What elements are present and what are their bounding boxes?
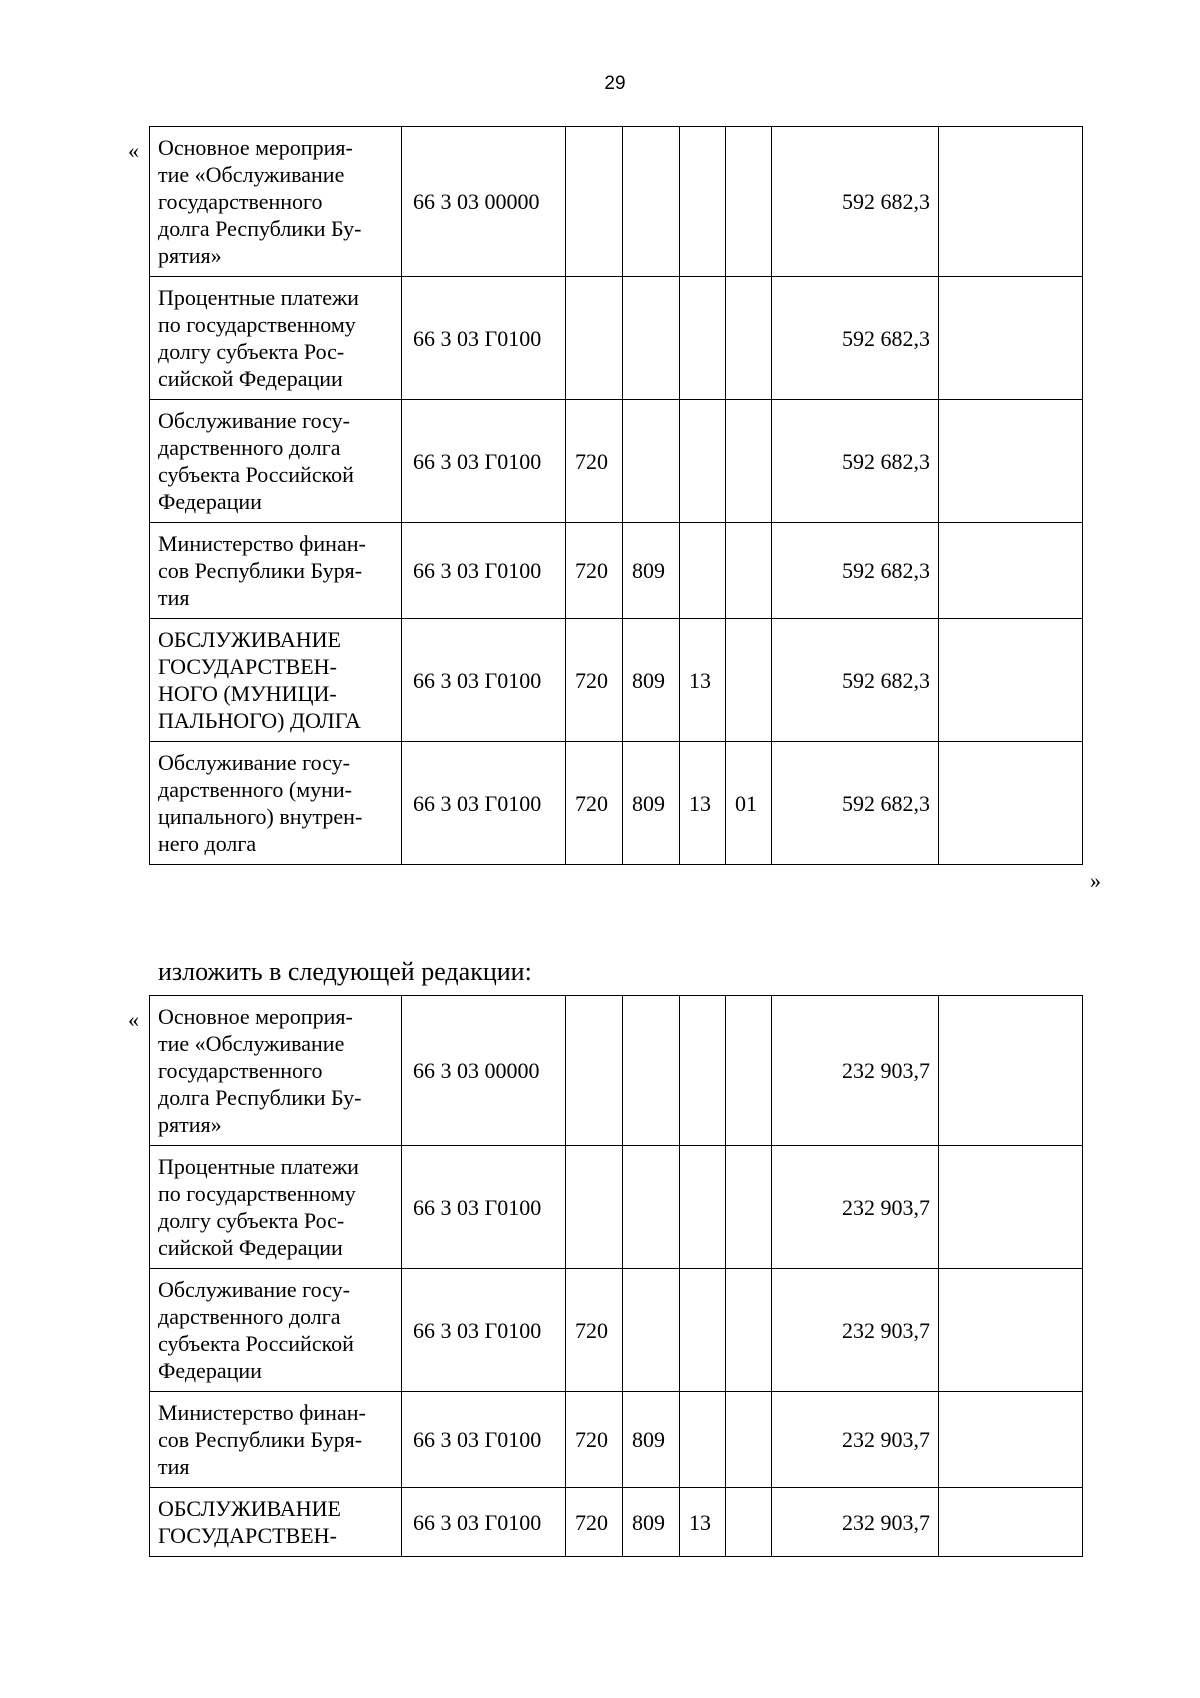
ministry-cell: 809 bbox=[623, 742, 680, 865]
amount-cell: 232 903,7 bbox=[772, 1488, 939, 1557]
name-cell: Основное мероприя- тие «Обслуживание государственного долга Республики Бу- рятия» bbox=[150, 996, 402, 1146]
amount-cell: 592 682,3 bbox=[772, 400, 939, 523]
subsection-cell bbox=[680, 996, 726, 1146]
extra-cell bbox=[939, 523, 1083, 619]
amount-cell: 232 903,7 bbox=[772, 1269, 939, 1392]
code-cell: 66 3 03 Г0100 bbox=[402, 1146, 566, 1269]
ministry-cell bbox=[623, 277, 680, 400]
code-cell: 66 3 03 Г0100 bbox=[402, 523, 566, 619]
item-cell bbox=[726, 1146, 772, 1269]
extra-cell bbox=[939, 742, 1083, 865]
code-cell: 66 3 03 Г0100 bbox=[402, 277, 566, 400]
item-cell bbox=[726, 523, 772, 619]
section-cell: 720 bbox=[566, 400, 623, 523]
item-cell bbox=[726, 996, 772, 1146]
ministry-cell: 809 bbox=[623, 523, 680, 619]
name-cell: ОБСЛУЖИВАНИЕ ГОСУДАРСТВЕН- НОГО (МУНИЦИ- ПАЛЬНОГО) ДОЛГА bbox=[150, 619, 402, 742]
subsection-cell: 13 bbox=[680, 619, 726, 742]
item-cell bbox=[726, 1392, 772, 1488]
amount-cell: 592 682,3 bbox=[772, 127, 939, 277]
subsection-cell bbox=[680, 1146, 726, 1269]
section-cell bbox=[566, 277, 623, 400]
section-cell: 720 bbox=[566, 1392, 623, 1488]
amount-cell: 232 903,7 bbox=[772, 1146, 939, 1269]
extra-cell bbox=[939, 1269, 1083, 1392]
name-cell: Процентные платежи по государственному долгу субъекта Рос- сийской Федерации bbox=[150, 1146, 402, 1269]
section-cell bbox=[566, 1146, 623, 1269]
closing-quote-1: » bbox=[1090, 868, 1101, 893]
extra-cell bbox=[939, 619, 1083, 742]
subsection-cell: 13 bbox=[680, 742, 726, 865]
code-cell: 66 3 03 Г0100 bbox=[402, 1392, 566, 1488]
item-cell bbox=[726, 277, 772, 400]
ministry-cell bbox=[623, 127, 680, 277]
item-cell bbox=[726, 1488, 772, 1557]
name-cell: Процентные платежи по государственному долгу субъекта Рос- сийской Федерации bbox=[150, 277, 402, 400]
subsection-cell bbox=[680, 277, 726, 400]
ministry-cell: 809 bbox=[623, 1392, 680, 1488]
code-cell: 66 3 03 Г0100 bbox=[402, 1269, 566, 1392]
ministry-cell: 809 bbox=[623, 1488, 680, 1557]
section-cell: 720 bbox=[566, 742, 623, 865]
item-cell bbox=[726, 127, 772, 277]
opening-quote-1: « bbox=[128, 138, 139, 163]
amount-cell: 232 903,7 bbox=[772, 1392, 939, 1488]
subsection-cell: 13 bbox=[680, 1488, 726, 1557]
item-cell bbox=[726, 1269, 772, 1392]
extra-cell bbox=[939, 277, 1083, 400]
subsection-cell bbox=[680, 400, 726, 523]
subsection-cell bbox=[680, 1392, 726, 1488]
subsection-cell bbox=[680, 523, 726, 619]
amount-cell: 592 682,3 bbox=[772, 742, 939, 865]
section-cell: 720 bbox=[566, 1269, 623, 1392]
ministry-cell bbox=[623, 1146, 680, 1269]
code-cell: 66 3 03 Г0100 bbox=[402, 742, 566, 865]
section-cell: 720 bbox=[566, 1488, 623, 1557]
amount-cell: 592 682,3 bbox=[772, 619, 939, 742]
ministry-cell bbox=[623, 996, 680, 1146]
table-row bbox=[150, 400, 1083, 523]
name-cell: Основное мероприя- тие «Обслуживание государственного долга Республики Бу- рятия» bbox=[150, 127, 402, 277]
table-row bbox=[150, 277, 1083, 400]
code-cell: 66 3 03 Г0100 bbox=[402, 619, 566, 742]
section-cell: 720 bbox=[566, 523, 623, 619]
table-row bbox=[150, 619, 1083, 742]
table-row bbox=[150, 996, 1083, 1146]
budget-table-old bbox=[149, 126, 1083, 865]
table-row bbox=[150, 523, 1083, 619]
table-row bbox=[150, 127, 1083, 277]
table-row bbox=[150, 1392, 1083, 1488]
opening-quote-2: « bbox=[128, 1007, 139, 1032]
name-cell: ОБСЛУЖИВАНИЕ ГОСУДАРСТВЕН- bbox=[150, 1488, 402, 1557]
item-cell bbox=[726, 400, 772, 523]
ministry-cell bbox=[623, 1269, 680, 1392]
amount-cell: 592 682,3 bbox=[772, 523, 939, 619]
amendment-intro-text: изложить в следующей редакции: bbox=[158, 957, 532, 986]
extra-cell bbox=[939, 1146, 1083, 1269]
table-row bbox=[150, 1146, 1083, 1269]
extra-cell bbox=[939, 127, 1083, 277]
section-cell bbox=[566, 996, 623, 1146]
amount-cell: 592 682,3 bbox=[772, 277, 939, 400]
code-cell: 66 3 03 00000 bbox=[402, 996, 566, 1146]
subsection-cell bbox=[680, 1269, 726, 1392]
code-cell: 66 3 03 Г0100 bbox=[402, 400, 566, 523]
budget-table-new bbox=[149, 995, 1083, 1557]
code-cell: 66 3 03 Г0100 bbox=[402, 1488, 566, 1557]
extra-cell bbox=[939, 1392, 1083, 1488]
amount-cell: 232 903,7 bbox=[772, 996, 939, 1146]
code-cell: 66 3 03 00000 bbox=[402, 127, 566, 277]
name-cell: Обслуживание госу- дарственного долга субъекта Российской Федерации bbox=[150, 1269, 402, 1392]
extra-cell bbox=[939, 996, 1083, 1146]
name-cell: Обслуживание госу- дарственного (муни- ципального) внутрен- него долга bbox=[150, 742, 402, 865]
extra-cell bbox=[939, 1488, 1083, 1557]
name-cell: Министерство финан- сов Республики Буря- тия bbox=[150, 1392, 402, 1488]
ministry-cell bbox=[623, 400, 680, 523]
section-cell: 720 bbox=[566, 619, 623, 742]
table-row bbox=[150, 1488, 1083, 1557]
ministry-cell: 809 bbox=[623, 619, 680, 742]
page-number: 29 bbox=[604, 73, 626, 94]
section-cell bbox=[566, 127, 623, 277]
table-row bbox=[150, 742, 1083, 865]
item-cell bbox=[726, 619, 772, 742]
table-row bbox=[150, 1269, 1083, 1392]
item-cell: 01 bbox=[726, 742, 772, 865]
name-cell: Министерство финан- сов Республики Буря- тия bbox=[150, 523, 402, 619]
extra-cell bbox=[939, 400, 1083, 523]
name-cell: Обслуживание госу- дарственного долга субъекта Российской Федерации bbox=[150, 400, 402, 523]
subsection-cell bbox=[680, 127, 726, 277]
